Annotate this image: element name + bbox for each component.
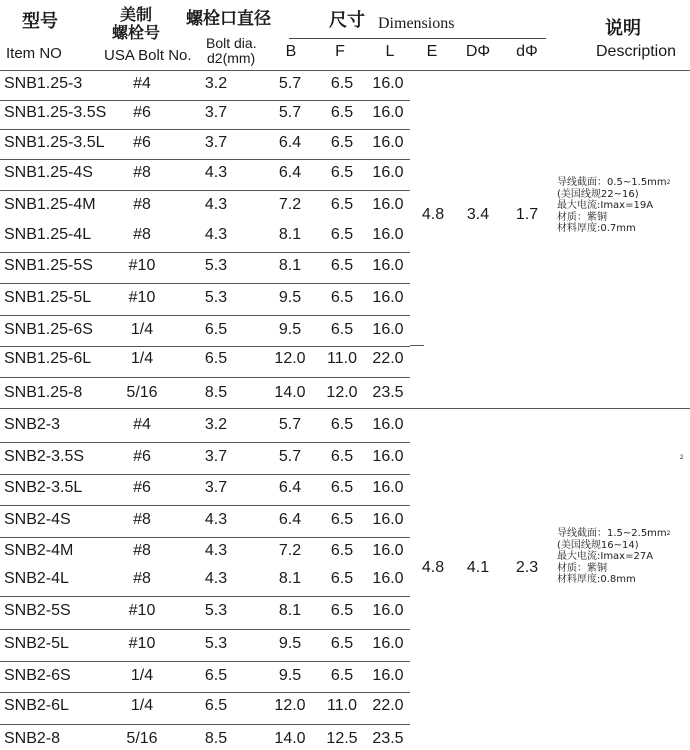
cell-d2: 3.2 bbox=[204, 416, 228, 433]
cell-f: 6.5 bbox=[330, 257, 354, 274]
cell-l: 16.0 bbox=[372, 602, 404, 619]
cell-item: SNB1.25-5L bbox=[4, 289, 92, 306]
cell-d2: 4.3 bbox=[204, 226, 228, 243]
cell-bolt: #8 bbox=[133, 542, 151, 559]
cell-b: 5.7 bbox=[278, 75, 302, 92]
header-bolt-en-1: Bolt dia. bbox=[206, 35, 257, 51]
cell-d2: 3.7 bbox=[204, 479, 228, 496]
cell-bolt: #6 bbox=[133, 448, 151, 465]
cell-b: 6.4 bbox=[278, 134, 302, 151]
cell-item: SNB2-6L bbox=[4, 697, 69, 714]
cell-b: 5.7 bbox=[278, 448, 302, 465]
cell-f: 6.5 bbox=[330, 479, 354, 496]
row-rule bbox=[0, 129, 410, 130]
row-rule bbox=[0, 505, 410, 506]
cell-l: 16.0 bbox=[372, 448, 404, 465]
cell-item: SNB1.25-3.5L bbox=[4, 134, 105, 151]
cell-l: 16.0 bbox=[372, 667, 404, 684]
cell-f: 6.5 bbox=[330, 448, 354, 465]
row-rule bbox=[0, 159, 410, 160]
cell-item: SNB2-3 bbox=[4, 416, 61, 433]
header-usa-en: USA Bolt No. bbox=[104, 47, 192, 64]
cell-l: 16.0 bbox=[372, 416, 404, 433]
cell-f: 6.5 bbox=[330, 104, 354, 121]
cell-l: 16.0 bbox=[372, 289, 404, 306]
group1-description bbox=[557, 177, 671, 235]
row-rule bbox=[0, 283, 410, 284]
cell-item: SNB2-4L bbox=[4, 570, 69, 587]
cell-item: SNB1.25-3 bbox=[4, 75, 83, 92]
cell-f: 6.5 bbox=[330, 602, 354, 619]
group1-dphi-small: 1.7 bbox=[515, 206, 539, 223]
cell-f: 6.5 bbox=[330, 75, 354, 92]
group1-partial-rule bbox=[410, 345, 424, 346]
row-rule bbox=[0, 442, 410, 443]
header-col-b: B bbox=[285, 43, 297, 60]
row-rule bbox=[0, 629, 410, 630]
cell-b: 9.5 bbox=[278, 635, 302, 652]
group1-desc-line: 导线截面：0.5~1.5mm bbox=[557, 177, 667, 188]
cell-d2: 6.5 bbox=[204, 350, 228, 367]
group2-desc-sup: 2 bbox=[666, 530, 671, 537]
cell-item: SNB1.25-5S bbox=[4, 257, 93, 274]
cell-bolt: #10 bbox=[128, 602, 156, 619]
group2-e: 4.8 bbox=[421, 559, 445, 576]
cell-d2: 6.5 bbox=[204, 697, 228, 714]
cell-l: 16.0 bbox=[372, 635, 404, 652]
group1-desc-line: 材料厚度:0.7mm bbox=[557, 223, 636, 234]
cell-item: SNB2-8 bbox=[4, 730, 61, 747]
cell-bolt: #4 bbox=[133, 416, 151, 433]
header-bolt-cn: 螺栓口直径 bbox=[186, 9, 271, 29]
cell-d2: 8.5 bbox=[204, 384, 228, 401]
cell-item: SNB1.25-4S bbox=[4, 164, 93, 181]
row-rule bbox=[0, 315, 410, 316]
group2-desc-line: 材料厚度:0.8mm bbox=[557, 574, 636, 585]
dimensions-underline bbox=[289, 38, 546, 39]
row-rule bbox=[0, 377, 410, 378]
group2-dphi-small: 2.3 bbox=[515, 559, 539, 576]
cell-l: 16.0 bbox=[372, 479, 404, 496]
cell-l: 16.0 bbox=[372, 226, 404, 243]
cell-b: 6.4 bbox=[278, 164, 302, 181]
cell-l: 16.0 bbox=[372, 321, 404, 338]
group1-desc-sup: 2 bbox=[666, 179, 671, 186]
cell-l: 23.5 bbox=[372, 730, 404, 747]
cell-f: 11.0 bbox=[327, 350, 357, 367]
cell-b: 5.7 bbox=[278, 416, 302, 433]
cell-d2: 3.7 bbox=[204, 134, 228, 151]
cell-l: 16.0 bbox=[372, 75, 404, 92]
cell-bolt: 5/16 bbox=[126, 384, 158, 401]
cell-f: 6.5 bbox=[330, 196, 354, 213]
cell-f: 6.5 bbox=[330, 635, 354, 652]
cell-b: 14.0 bbox=[274, 730, 306, 747]
cell-d2: 6.5 bbox=[204, 321, 228, 338]
cell-b: 12.0 bbox=[274, 350, 306, 367]
cell-bolt: #8 bbox=[133, 164, 151, 181]
cell-bolt: 1/4 bbox=[130, 667, 154, 684]
group-divider bbox=[0, 408, 690, 409]
header-rule bbox=[0, 70, 690, 71]
cell-d2: 5.3 bbox=[204, 257, 228, 274]
cell-l: 16.0 bbox=[372, 104, 404, 121]
cell-d2: 3.7 bbox=[204, 104, 228, 121]
cell-f: 6.5 bbox=[330, 164, 354, 181]
cell-f: 11.0 bbox=[327, 697, 357, 714]
cell-b: 12.0 bbox=[274, 697, 306, 714]
cell-f: 6.5 bbox=[330, 289, 354, 306]
cell-b: 9.5 bbox=[278, 321, 302, 338]
row-rule bbox=[0, 190, 410, 191]
cell-bolt: #8 bbox=[133, 570, 151, 587]
group1-dphi: 3.4 bbox=[466, 206, 490, 223]
cell-bolt: 1/4 bbox=[130, 321, 154, 338]
group2-desc-line: 导线截面：1.5~2.5mm bbox=[557, 528, 667, 539]
cell-l: 16.0 bbox=[372, 257, 404, 274]
cell-b: 7.2 bbox=[278, 542, 302, 559]
cell-d2: 4.3 bbox=[204, 511, 228, 528]
cell-f: 12.0 bbox=[326, 384, 358, 401]
header-col-e: E bbox=[426, 43, 438, 60]
cell-b: 5.7 bbox=[278, 104, 302, 121]
group2-dphi: 4.1 bbox=[466, 559, 490, 576]
header-desc-en: Description bbox=[596, 43, 677, 60]
cell-item: SNB1.25-3.5S bbox=[4, 104, 107, 121]
cell-item: SNB1.25-8 bbox=[4, 384, 83, 401]
cell-l: 16.0 bbox=[372, 570, 404, 587]
cell-bolt: #6 bbox=[133, 479, 151, 496]
cell-d2: 4.3 bbox=[204, 570, 228, 587]
cell-item: SNB2-3.5L bbox=[4, 479, 83, 496]
cell-l: 16.0 bbox=[372, 134, 404, 151]
cell-item: SNB2-6S bbox=[4, 667, 71, 684]
cell-item: SNB2-3.5S bbox=[4, 448, 85, 465]
row-rule bbox=[0, 346, 410, 347]
cell-b: 8.1 bbox=[278, 602, 302, 619]
header-col-l: L bbox=[385, 43, 395, 60]
row-rule bbox=[0, 100, 410, 101]
cell-b: 8.1 bbox=[278, 570, 302, 587]
header-usa-cn-1: 美制 bbox=[120, 5, 153, 24]
cell-bolt: #8 bbox=[133, 226, 151, 243]
cell-f: 6.5 bbox=[330, 542, 354, 559]
cell-l: 23.5 bbox=[372, 384, 404, 401]
cell-b: 6.4 bbox=[278, 511, 302, 528]
cell-f: 6.5 bbox=[330, 321, 354, 338]
cell-d2: 5.3 bbox=[204, 289, 228, 306]
cell-bolt: 1/4 bbox=[130, 350, 154, 367]
cell-l: 16.0 bbox=[372, 511, 404, 528]
header-item-en: Item NO bbox=[6, 45, 62, 62]
cell-bolt: 5/16 bbox=[126, 730, 158, 747]
cell-d2: 5.3 bbox=[204, 635, 228, 652]
cell-bolt: #4 bbox=[133, 75, 151, 92]
cell-l: 16.0 bbox=[372, 196, 404, 213]
cell-b: 14.0 bbox=[274, 384, 306, 401]
cell-bolt: #8 bbox=[133, 196, 151, 213]
cell-f: 6.5 bbox=[330, 226, 354, 243]
row-rule bbox=[0, 596, 410, 597]
group2-desc-line: 材质：紫铜 bbox=[557, 562, 607, 574]
header-dim-cn: 尺寸 bbox=[329, 10, 365, 31]
cell-f: 12.5 bbox=[326, 730, 358, 747]
row-rule bbox=[0, 537, 410, 538]
cell-l: 22.0 bbox=[372, 697, 404, 714]
cell-f: 6.5 bbox=[330, 667, 354, 684]
cell-item: SNB1.25-4M bbox=[4, 196, 96, 213]
cell-b: 9.5 bbox=[278, 667, 302, 684]
cell-d2: 3.7 bbox=[204, 448, 228, 465]
cell-item: SNB1.25-6L bbox=[4, 350, 92, 367]
cell-d2: 4.3 bbox=[204, 196, 228, 213]
cell-item: SNB2-4S bbox=[4, 511, 71, 528]
header-bolt-en-2: d2(mm) bbox=[207, 50, 256, 66]
header-col-dphi-small: dΦ bbox=[516, 43, 538, 60]
cell-bolt: #6 bbox=[133, 134, 151, 151]
row-rule bbox=[0, 252, 410, 253]
group1-desc-line: 材质：紫铜 bbox=[557, 211, 607, 223]
cell-d2: 5.3 bbox=[204, 602, 228, 619]
group2-desc-line: (美国线规16~14) bbox=[557, 539, 639, 551]
cell-item: SNB2-4M bbox=[4, 542, 74, 559]
cell-f: 6.5 bbox=[330, 416, 354, 433]
cell-bolt: #8 bbox=[133, 511, 151, 528]
header-item-cn: 型号 bbox=[22, 11, 58, 32]
cell-bolt: #6 bbox=[133, 104, 151, 121]
row-rule bbox=[0, 661, 410, 662]
group1-desc-line: 最大电流:Imax=19A bbox=[557, 200, 654, 211]
header-col-f: F bbox=[335, 43, 345, 60]
header-usa-cn-2: 螺栓号 bbox=[112, 23, 161, 42]
cell-d2: 3.2 bbox=[204, 75, 228, 92]
group2-desc-line: 最大电流:Imax=27A bbox=[557, 551, 654, 562]
cell-f: 6.5 bbox=[330, 134, 354, 151]
header-desc-cn: 说明 bbox=[605, 18, 641, 39]
cell-l: 22.0 bbox=[372, 350, 404, 367]
cell-d2: 6.5 bbox=[204, 667, 228, 684]
group1-e: 4.8 bbox=[421, 206, 445, 223]
cell-b: 7.2 bbox=[278, 196, 302, 213]
cell-f: 6.5 bbox=[330, 570, 354, 587]
cell-l: 16.0 bbox=[372, 164, 404, 181]
cell-bolt: 1/4 bbox=[130, 697, 154, 714]
stray-superscript: 2 bbox=[680, 455, 684, 461]
cell-l: 16.0 bbox=[372, 542, 404, 559]
group1-desc-line: (美国线规22~16) bbox=[557, 188, 639, 200]
cell-f: 6.5 bbox=[330, 511, 354, 528]
cell-b: 6.4 bbox=[278, 479, 302, 496]
row-rule bbox=[0, 724, 410, 725]
cell-item: SNB2-5S bbox=[4, 602, 71, 619]
row-rule bbox=[0, 692, 410, 693]
cell-bolt: #10 bbox=[128, 289, 156, 306]
header-dim-en: Dimensions bbox=[378, 15, 455, 32]
cell-d2: 4.3 bbox=[204, 542, 228, 559]
cell-b: 8.1 bbox=[278, 226, 302, 243]
cell-bolt: #10 bbox=[128, 635, 156, 652]
group2-description bbox=[557, 528, 671, 586]
cell-item: SNB1.25-6S bbox=[4, 321, 93, 338]
cell-d2: 8.5 bbox=[204, 730, 228, 747]
cell-bolt: #10 bbox=[128, 257, 156, 274]
row-rule bbox=[0, 474, 410, 475]
cell-item: SNB1.25-4L bbox=[4, 226, 92, 243]
cell-b: 9.5 bbox=[278, 289, 302, 306]
header-col-dphi: DΦ bbox=[465, 43, 491, 60]
cell-b: 8.1 bbox=[278, 257, 302, 274]
cell-item: SNB2-5L bbox=[4, 635, 69, 652]
cell-d2: 4.3 bbox=[204, 164, 228, 181]
